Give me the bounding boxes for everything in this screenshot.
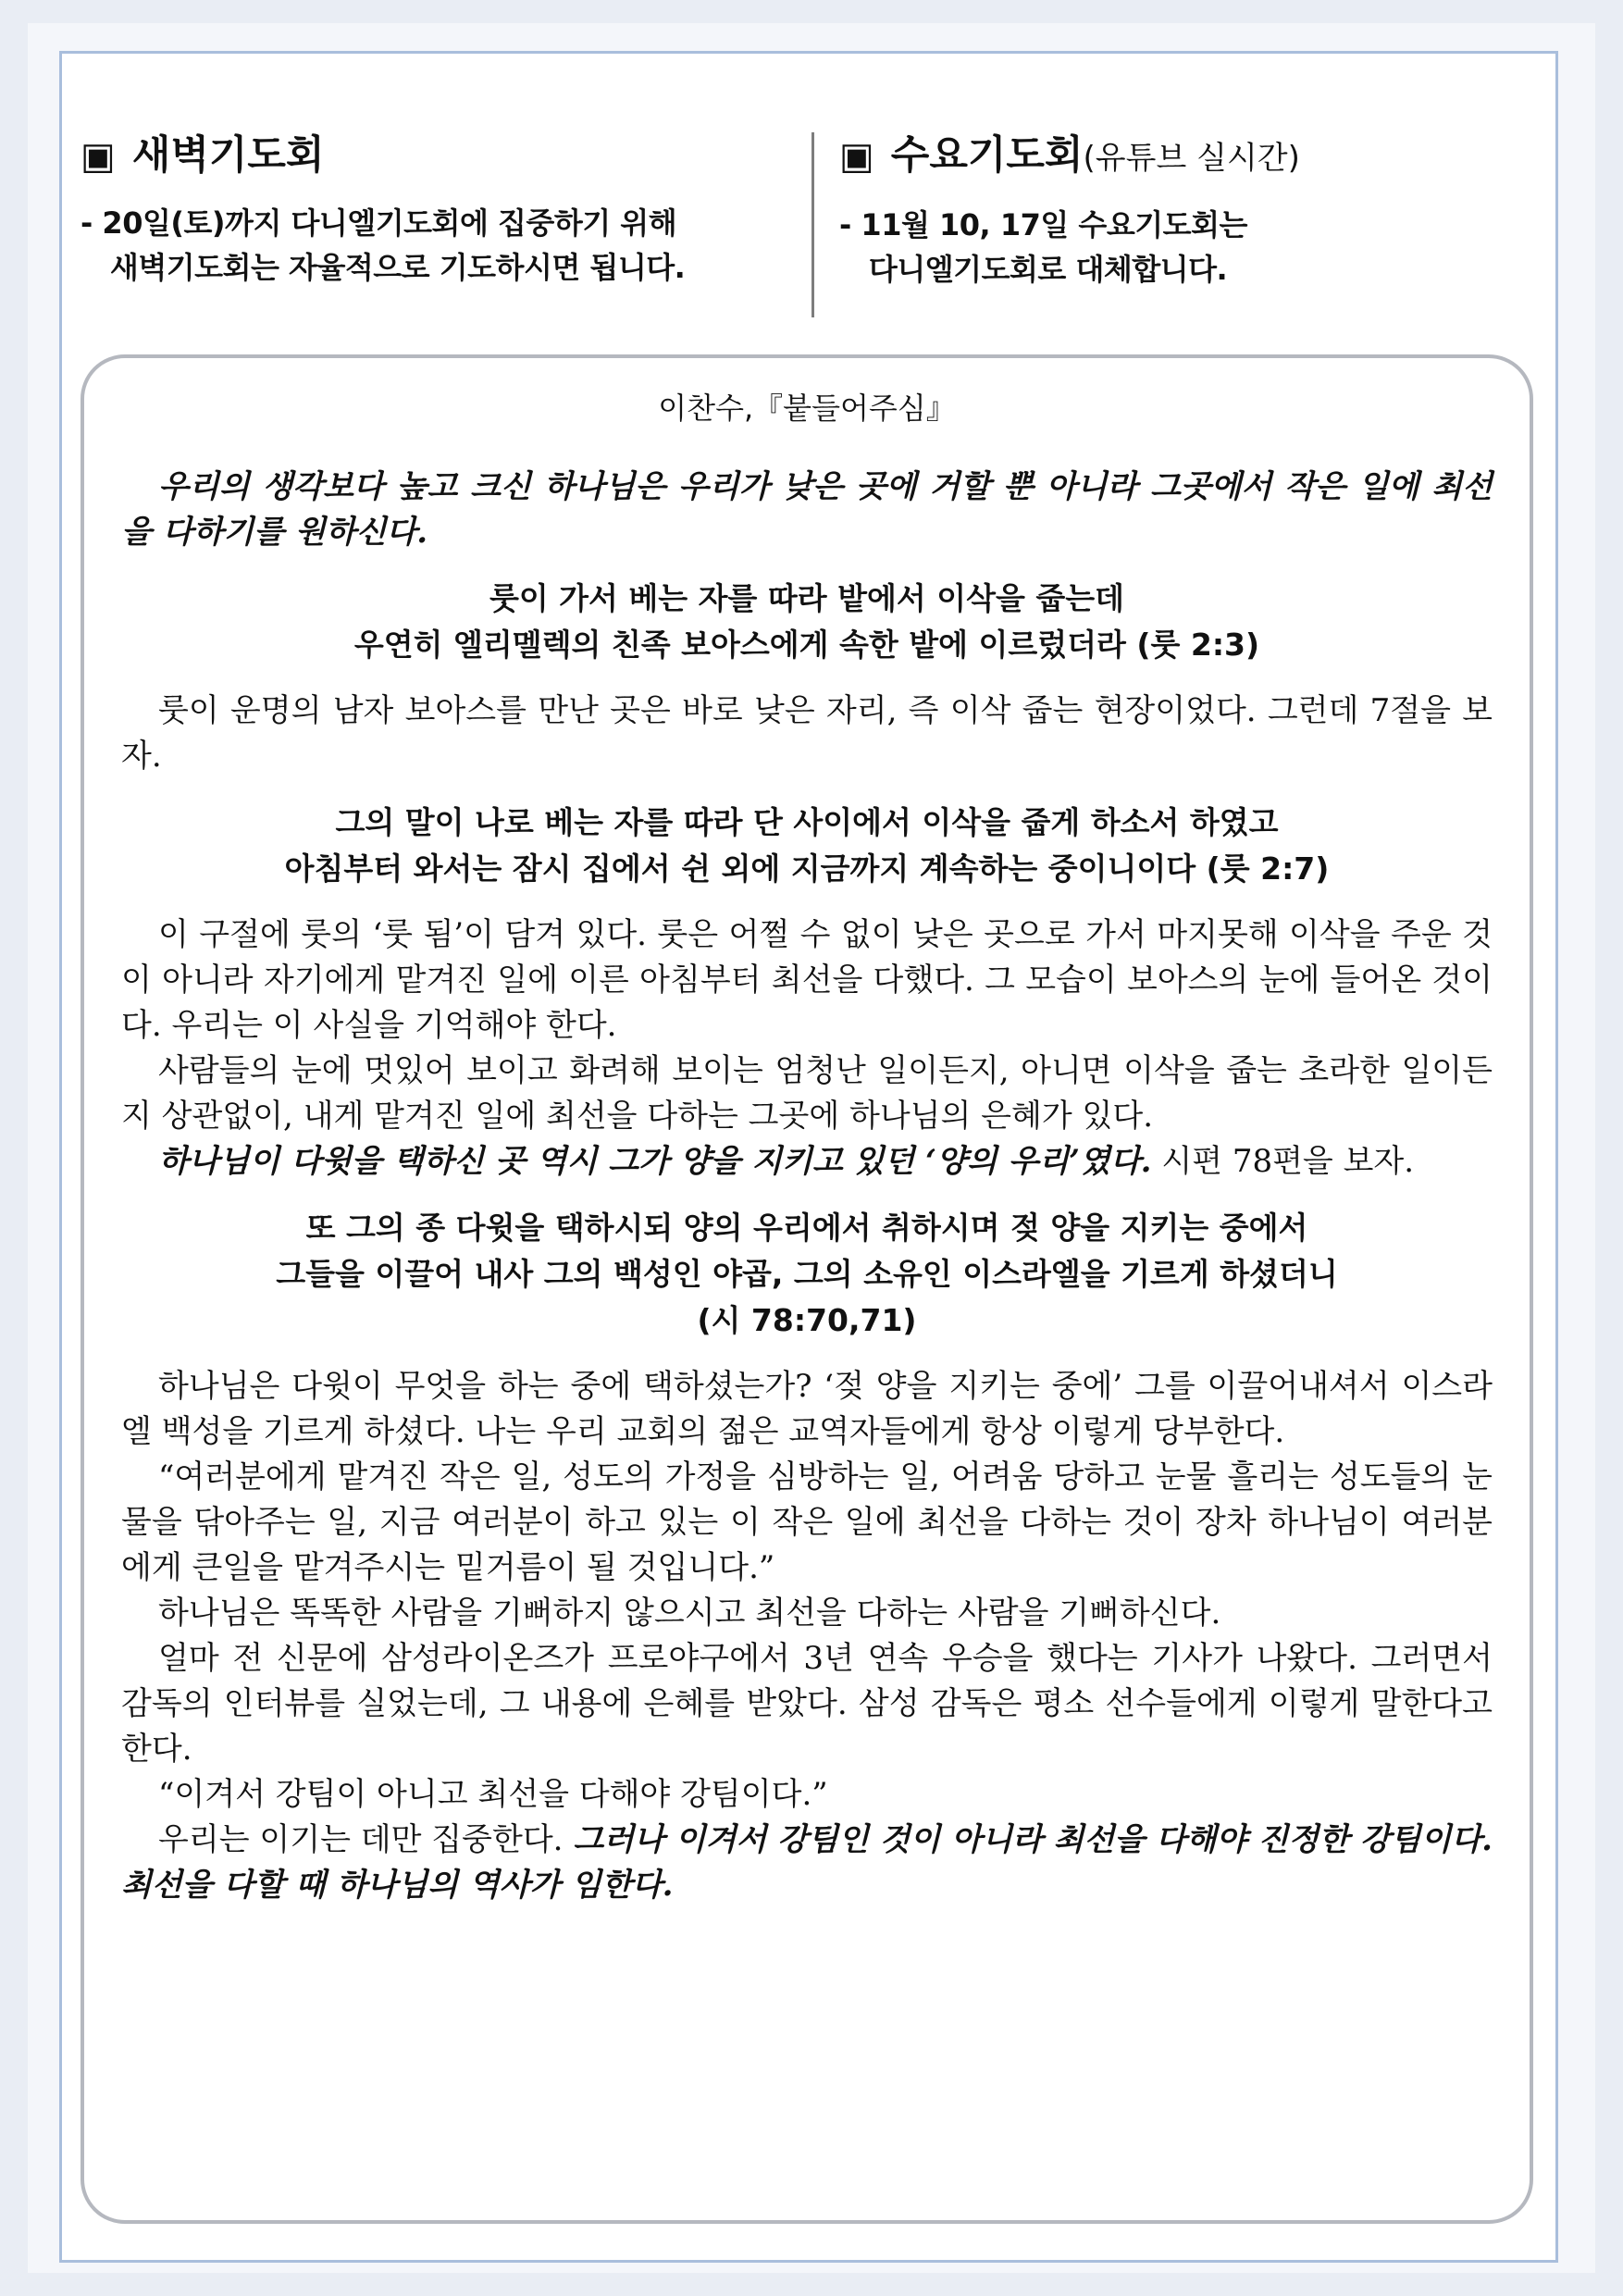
wednesday-prayer-body: - 11월 10, 17일 수요기도회는 다니엘기도회로 대체합니다. xyxy=(839,207,1247,287)
scripture-quote xyxy=(121,800,1493,892)
wednesday-prayer-heading xyxy=(839,128,1542,186)
quote-line: (시 78:70,71) xyxy=(697,1302,917,1338)
quote-line: 그의 말이 나로 베는 자를 따라 단 사이에서 이삭을 줍게 하소서 하였고 xyxy=(335,804,1279,840)
quote-line: 아침부터 와서는 잠시 집에서 쉰 외에 지금까지 계속하는 중이니이다 (룻 2:7) xyxy=(284,850,1330,887)
bulletin-page xyxy=(59,51,1558,2263)
column-paragraph: 이 구절에 룻의 ‘룻 됨’이 담겨 있다. 룻은 어쩔 수 없이 낮은 곳으로 가서 마지못해 이삭을 주운 것이 아니라 자기에게 맡겨진 일에 이른 아침부터 최선을 다했다. 그 모습이 보아스의 눈에 들어온 것이다. 우리는 이 사실을 기억해야 한다. xyxy=(121,916,1493,1044)
quote-line: 또 그의 종 다윗을 택하시되 양의 우리에서 취하시며 젖 양을 지키는 중에서 xyxy=(305,1210,1308,1246)
notice-divider xyxy=(812,132,814,317)
square-bullet-icon: ▣ xyxy=(81,135,116,178)
quote-line: 우연히 엘리멜렉의 친족 보아스에게 속한 밭에 이르렀더라 (룻 2:3) xyxy=(353,627,1260,663)
column-paragraph: 하나님은 똑똑한 사람을 기뻐하지 않으시고 최선을 다하는 사람을 기뻐하신다. xyxy=(158,1595,1221,1632)
column-paragraph: 우리의 생각보다 높고 크신 하나님은 우리가 낮은 곳에 거할 뿐 아니라 그곳에서 작은 일에 최선을 다하기를 원하신다. xyxy=(121,468,1493,551)
square-bullet-icon: ▣ xyxy=(839,135,874,178)
column-paragraph: “이겨서 강팀이 아니고 최선을 다해야 강팀이다.” xyxy=(158,1776,828,1813)
column-box xyxy=(81,354,1533,2224)
scripture-quote xyxy=(121,576,1493,668)
wednesday-prayer-notice xyxy=(839,128,1542,313)
scripture-quote xyxy=(121,1205,1493,1344)
wednesday-prayer-title: 수요기도회 xyxy=(890,132,1084,179)
column-paragraph xyxy=(121,1139,1493,1185)
dawn-prayer-notice xyxy=(81,128,821,313)
column-paragraph xyxy=(121,1818,1493,1908)
column-paragraph: 룻이 운명의 남자 보아스를 만난 곳은 바로 낮은 자리, 즉 이삭 줍는 현장이었다. 그런데 7절을 보자. xyxy=(121,692,1493,775)
column-title: 이찬수,『붙들어주심』 xyxy=(658,391,956,426)
column-paragraph: 얼마 전 신문에 삼성라이온즈가 프로야구에서 3년 연속 우승을 했다는 기사가 나왔다. 그러면서 감독의 인터뷰를 실었는데, 그 내용에 은혜를 받았다. 삼성 감독은 평소 선수들에게 이렇게 말한다고 한다. xyxy=(121,1640,1493,1768)
dawn-prayer-heading xyxy=(81,128,821,184)
quote-line: 룻이 가서 베는 자를 따라 밭에서 이삭을 줍는데 xyxy=(489,580,1125,616)
plain-text: 시편 78편을 보자. xyxy=(1151,1143,1415,1180)
column-paragraph: “여러분에게 맡겨진 작은 일, 성도의 가정을 심방하는 일, 어려움 당하고 눈물 흘리는 성도들의 눈물을 닦아주는 일, 지금 여러분이 하고 있는 이 작은 일에 최선을 다하는 것이 장차 하나님이 여러분에게 큰일을 맡겨주시는 밑거름이 될 것입니다.” xyxy=(121,1458,1493,1586)
emphasis-text: 그러나 이겨서 강팀인 것이 아니라 최선을 다해야 진정한 강팀이다. 최선을 다할 때 하나님의 역사가 임한다. xyxy=(121,1821,1493,1904)
plain-text: 우리는 이기는 데만 집중한다. xyxy=(158,1821,574,1858)
quote-line: 그들을 이끌어 내사 그의 백성인 야곱, 그의 소유인 이스라엘을 기르게 하셨더니 xyxy=(276,1256,1338,1292)
wednesday-prayer-subtitle: (유튜브 실시간) xyxy=(1083,140,1300,177)
dawn-prayer-body: - 20일(토)까지 다니엘기도회에 집중하기 위해 새벽기도회는 자율적으로 기도하시면 됩니다. xyxy=(81,205,686,285)
column-paragraph: 하나님은 다윗이 무엇을 하는 중에 택하셨는가? ‘젖 양을 지키는 중에’ 그를 이끌어내셔서 이스라엘 백성을 기르게 하셨다. 나는 우리 교회의 젊은 교역자들에게 항상 이렇게 당부한다. xyxy=(121,1368,1493,1450)
column-paragraph: 사람들의 눈에 멋있어 보이고 화려해 보이는 엄청난 일이든지, 아니면 이삭을 줍는 초라한 일이든지 상관없이, 내게 맡겨진 일에 최선을 다하는 그곳에 하나님의 은혜가 있다. xyxy=(121,1052,1493,1135)
emphasis-text: 하나님이 다윗을 택하신 곳 역시 그가 양을 지키고 있던 ‘양의 우리’였다. xyxy=(158,1143,1152,1180)
dawn-prayer-title: 새벽기도회 xyxy=(131,132,325,179)
column-content xyxy=(121,465,1493,1908)
